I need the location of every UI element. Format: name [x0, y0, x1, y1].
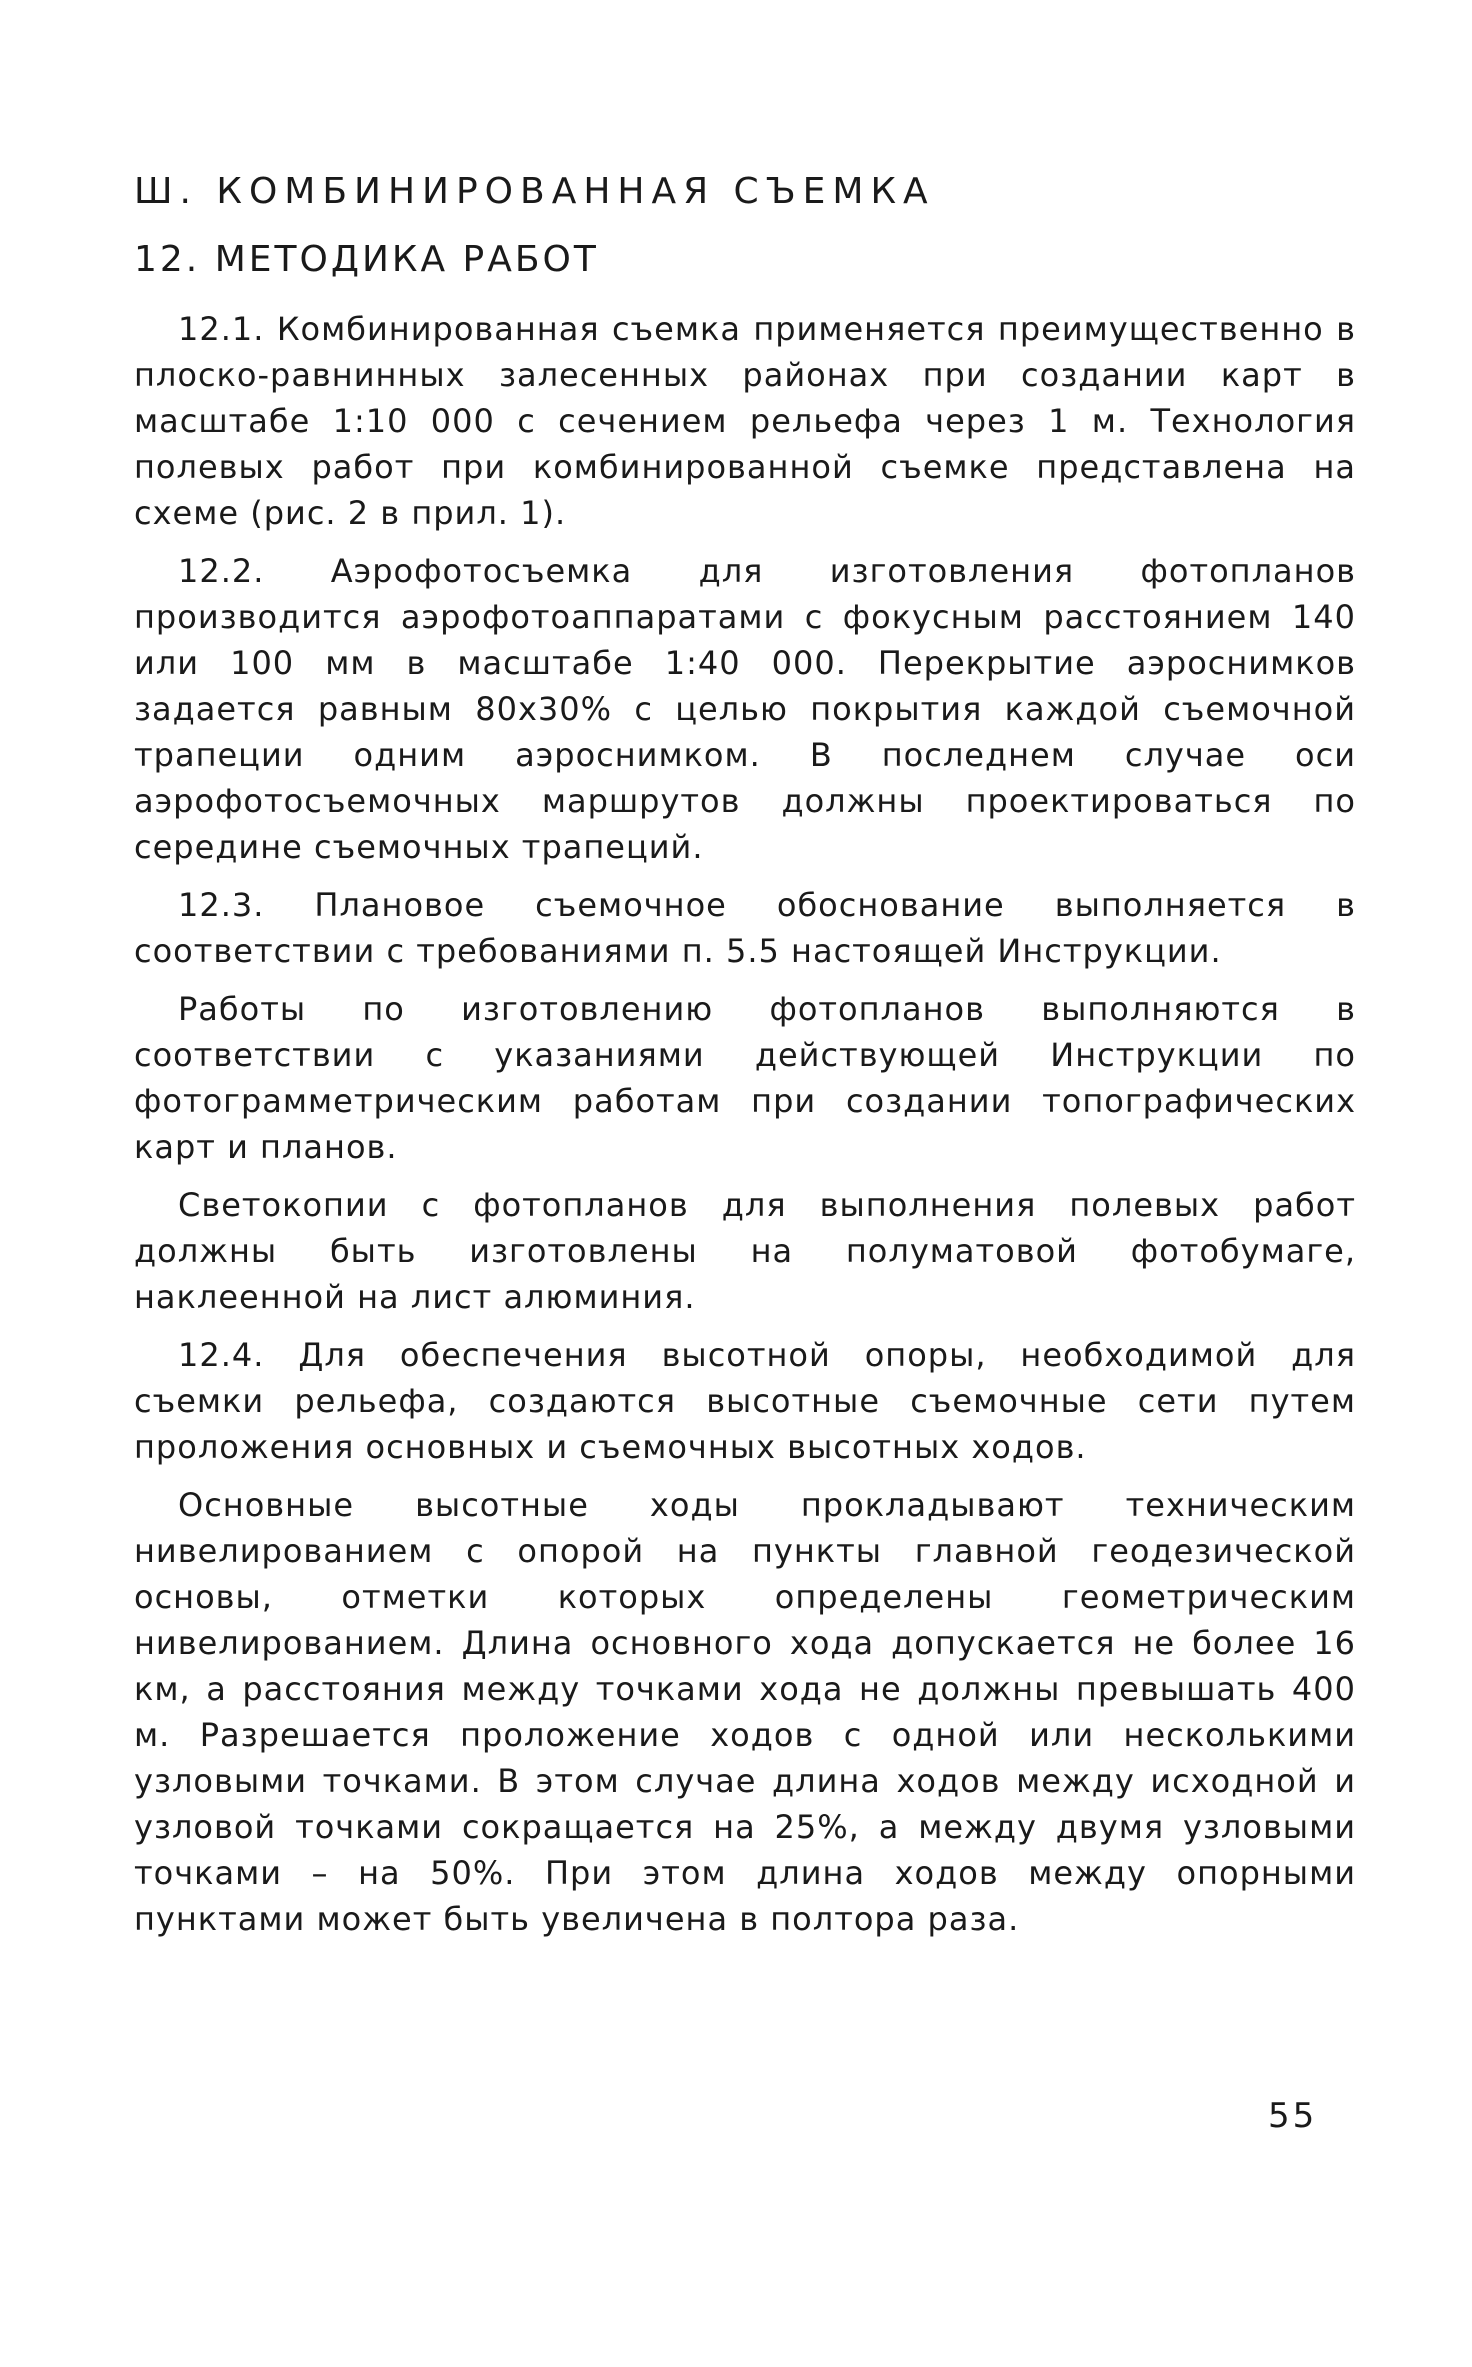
- paragraph-12-4: 12.4. Для обеспечения высотной опоры, необходимой для съемки рельефа, создаются высотные съемочные сети путем проложения основных и съемочных высотных ходов.: [134, 1336, 1356, 1466]
- section-heading: Ш. КОМБИНИРОВАННАЯ СЪЕМКА: [134, 171, 935, 212]
- page-number: 55: [1268, 2096, 1318, 2136]
- paragraph-12-1: 12.1. Комбинированная съемка применяется преимущественно в плоско-равнинных залесенных районах при создании карт в масштабе 1:10 000 с сечением рельефа через 1 м. Технология полевых работ при комбинированной съемке представлена на схеме (рис. 2 в прил. 1).: [134, 310, 1356, 532]
- paragraph-main-traverses: Основные высотные ходы прокладывают техническим нивелированием с опорой на пункты главной геодезической основы, отметки которых определены геометрическим нивелированием. Длина основного хода допускается не более 16 км, а расстояния между точками хода не должны превышать 400 м. Разрешается проложение ходов с одной или несколькими узловыми точками. В этом случае длина ходов между исходной и узловой точками сокращается на 25%, а между двумя узловыми точками – на 50%. При этом длина ходов между опорными пунктами может быть увеличена в полтора раза.: [134, 1486, 1356, 1938]
- subsection-heading: 12. МЕТОДИКА РАБОТ: [134, 239, 599, 280]
- paragraph-photoplans: Работы по изготовлению фотопланов выполняются в соответствии с указаниями действующей Инструкции по фотограмметрическим работам при создании топографических карт и планов.: [134, 990, 1356, 1166]
- document-page: [134, 168, 1356, 1954]
- paragraph-12-3: 12.3. Плановое съемочное обоснование выполняется в соответствии с требованиями п. 5.5 настоящей Инструкции.: [134, 886, 1356, 970]
- paragraph-12-2: 12.2. Аэрофотосъемка для изготовления фотопланов производится аэрофотоаппаратами с фокусным расстоянием 140 или 100 мм в масштабе 1:40 000. Перекрытие аэроснимков задается равным 80х30% с целью покрытия каждой съемочной трапеции одним аэроснимком. В последнем случае оси аэрофотосъемочных маршрутов должны проектироваться по середине съемочных трапеций.: [134, 552, 1356, 866]
- paragraph-lightcopies: Светокопии с фотопланов для выполнения полевых работ должны быть изготовлены на полуматовой фотобумаге, наклеенной на лист алюминия.: [134, 1186, 1356, 1316]
